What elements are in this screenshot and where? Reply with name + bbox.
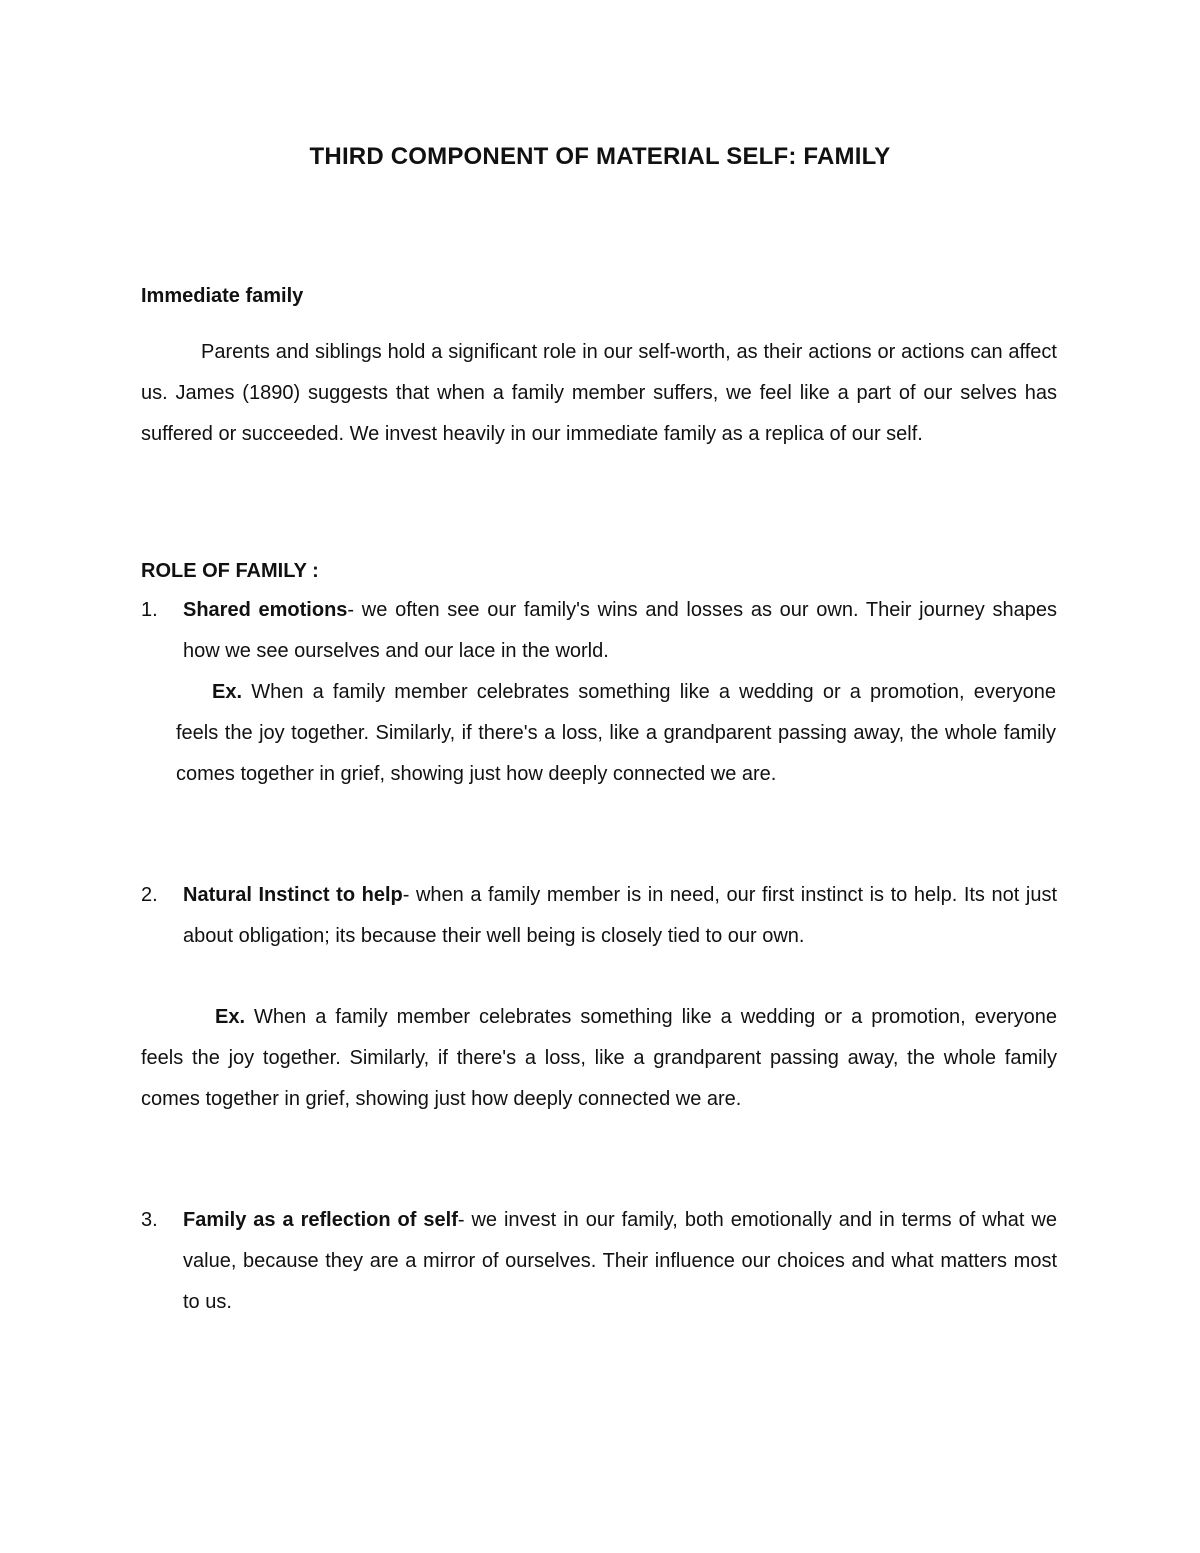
list-item-description: - we often see our family's wins and losses as our own. Their journey shapes how we see ourselves and our lace in the world. <box>183 599 1057 662</box>
example-shared-emotions <box>176 672 1056 794</box>
immediate-family-paragraph: Parents and siblings hold a significant role in our self-worth, as their actions or actions can affect us. James (1890) suggests that when a family member suffers, we feel like a part of our selves has suffered or succeeded. We invest heavily in our immediate family as a replica of our self. <box>141 341 1057 445</box>
example-text: When a family member celebrates something like a wedding or a promotion, everyone feels the joy together. Similarly, if there's a loss, like a grandparent passing away, the whole family comes together in grief, showing just how deeply connected we are. <box>176 681 1056 785</box>
list-item-number: 2. <box>141 884 158 906</box>
example-text: When a family member celebrates something like a wedding or a promotion, everyone feels the joy together. Similarly, if there's a loss, like a grandparent passing away, the whole family comes together in grief, showing just how deeply connected we are. <box>141 1006 1057 1110</box>
list-item-term: Shared emotions <box>183 599 348 621</box>
list-item-number: 1. <box>141 599 158 621</box>
example-natural-instinct <box>141 997 1057 1119</box>
example-label: Ex. <box>215 1006 246 1028</box>
list-item-term: Natural Instinct to help <box>183 884 403 906</box>
document-title: THIRD COMPONENT OF MATERIAL SELF: FAMILY <box>309 143 891 170</box>
example-label: Ex. <box>212 681 243 703</box>
list-item-description: - when a family member is in need, our first instinct is to help. Its not just about obligation; its because their well being is closely tied to our own. <box>183 884 1057 947</box>
list-item-text <box>183 1200 1057 1322</box>
list-item-description: - we invest in our family, both emotionally and in terms of what we value, because they are a mirror of ourselves. Their influence our choices and what matters most to us. <box>183 1209 1058 1313</box>
list-item-term: Family as a reflection of self <box>183 1209 458 1231</box>
list-item-number: 3. <box>141 1209 158 1231</box>
list-item-text <box>183 875 1057 957</box>
list-item-text <box>183 590 1057 672</box>
immediate-family-heading: Immediate family <box>141 285 304 307</box>
role-of-family-heading: ROLE OF FAMILY : <box>141 560 319 582</box>
